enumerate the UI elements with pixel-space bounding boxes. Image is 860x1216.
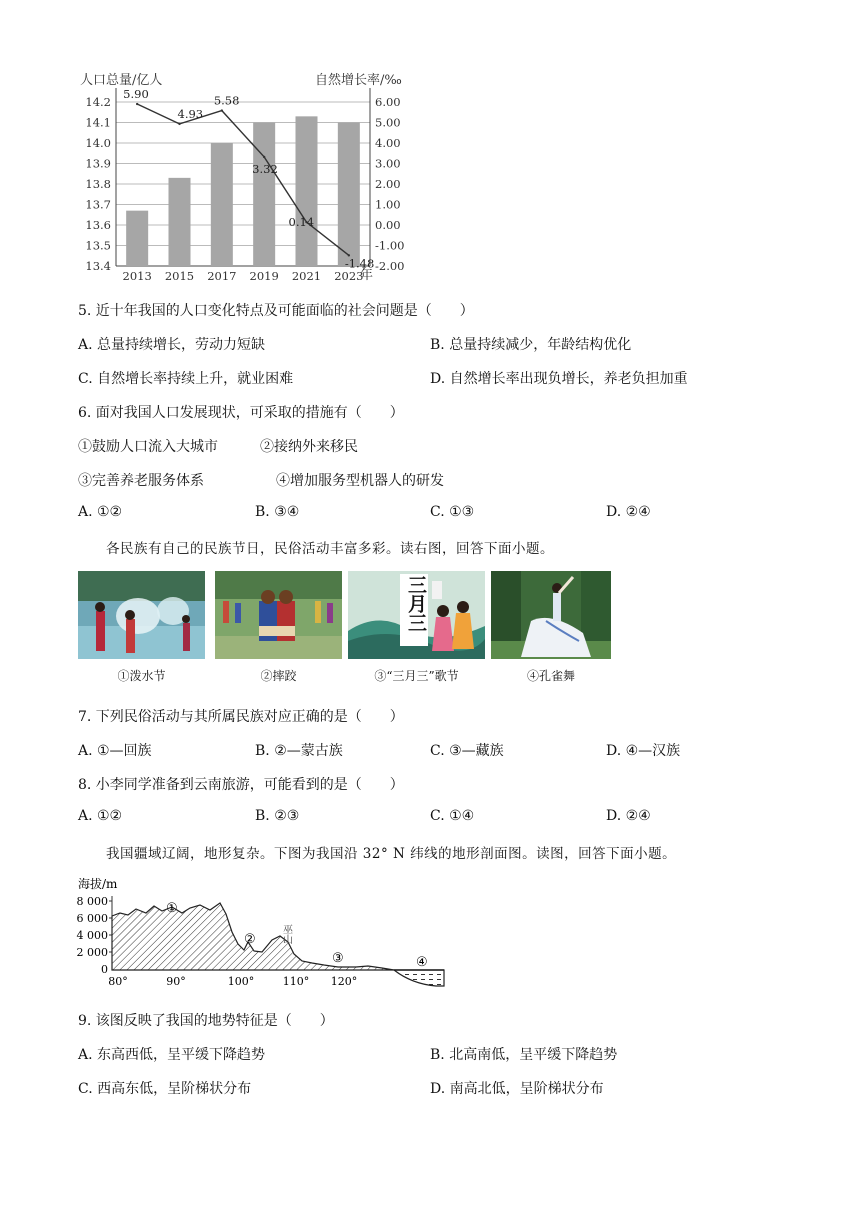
q9-option-c[interactable]: C. 西高东低，呈阶梯状分布 (78, 1081, 252, 1097)
festival-intro: 各民族有自己的民族节日，民俗活动丰富多彩。读右图，回答下面小题。 (106, 541, 554, 557)
photo-peacock-dance (491, 571, 611, 659)
y-left-tick: 14.0 (85, 136, 111, 150)
y-right-label: 自然增长率/‰ (315, 73, 402, 88)
line-point (178, 123, 180, 125)
y-right-tick: 6.00 (375, 95, 401, 109)
growth-line (123, 87, 374, 270)
y-left-label: 人口总量/亿人 (80, 73, 163, 88)
q9-option-d[interactable]: D. 南高北低，呈阶梯状分布 (430, 1081, 604, 1097)
svg-text:100°: 100° (227, 975, 255, 988)
x-tick: 2017 (207, 269, 237, 283)
q6-item-1: ①鼓励人口流入大城市 (78, 439, 218, 455)
y-right-tick: -1.00 (375, 238, 405, 253)
svg-text:80°: 80° (108, 975, 128, 988)
mountain-label: 巫山 (280, 924, 292, 944)
q6-item-3: ③完善养老服务体系 (78, 473, 204, 489)
svg-text:120°: 120° (330, 975, 358, 988)
line-label: 4.93 (177, 106, 204, 121)
q8-option-c[interactable]: C. ①④ (430, 808, 475, 824)
photo-caption-4: ④孔雀舞 (526, 669, 575, 683)
x-tick: 2019 (249, 269, 279, 283)
q8-option-a[interactable]: A. ①② (78, 808, 123, 824)
sanyuesan-banner: 三月三 (405, 575, 427, 632)
q8-option-b[interactable]: B. ②③ (255, 808, 300, 824)
photo-wrestling (215, 571, 342, 659)
q7-option-b[interactable]: B. ②—蒙古族 (255, 743, 343, 759)
population-chart (70, 62, 420, 290)
q6-option-b[interactable]: B. ③④ (255, 504, 300, 520)
terrain-sea (394, 970, 444, 986)
q6-option-d[interactable]: D. ②④ (606, 504, 651, 520)
y-right-tick: 5.00 (375, 115, 401, 130)
q6-option-c[interactable]: C. ①③ (430, 504, 475, 520)
marker-4: ④ (416, 955, 428, 970)
y-left-tick: 13.5 (85, 238, 111, 253)
y-right-tick: -2.00 (375, 259, 405, 273)
bar (253, 123, 275, 267)
marker-1: ① (166, 901, 178, 916)
q9-option-b[interactable]: B. 北高南低，呈平缓下降趋势 (430, 1047, 618, 1063)
y-left-tick: 13.4 (85, 259, 111, 273)
y-right-ticks (375, 95, 405, 273)
y-right-tick: 3.00 (375, 156, 401, 171)
photo-sanyuesan (348, 571, 485, 659)
x-ticks (123, 269, 364, 283)
x-tick: 2013 (122, 269, 152, 283)
q7-option-d[interactable]: D. ④—汉族 (606, 743, 681, 759)
y-left-tick: 13.8 (85, 177, 111, 191)
y-left-tick: 13.6 (85, 218, 111, 232)
profile-ylabel: 海拔/m (78, 877, 118, 891)
bar (211, 143, 233, 266)
svg-text:6 000: 6 000 (76, 912, 108, 925)
y-left-ticks (85, 95, 111, 273)
svg-text:8 000: 8 000 (76, 895, 108, 908)
line-label: 5.90 (123, 87, 149, 102)
terrain-intro: 我国疆域辽阔，地形复杂。下图为我国沿 32° N 纬线的地形剖面图。读图，回答下面小题。 (106, 846, 677, 862)
bar (126, 211, 148, 266)
svg-text:110°: 110° (282, 975, 310, 988)
photo-caption-2: ②摔跤 (260, 669, 297, 683)
chart-grid (116, 88, 370, 266)
photo-water-festival (78, 571, 205, 659)
y-left-tick: 13.7 (85, 197, 111, 212)
svg-text:4 000: 4 000 (76, 929, 108, 942)
line-point (221, 109, 223, 111)
svg-text:0: 0 (101, 963, 108, 976)
y-right-tick: 4.00 (375, 136, 401, 150)
y-right-tick: 2.00 (375, 177, 401, 191)
q6-item-4: ④增加服务型机器人的研发 (276, 473, 444, 489)
q6-stem: 6. 面对我国人口发展现状，可采取的措施有（ ） (78, 405, 404, 421)
q5-option-a[interactable]: A. 总量持续增长，劳动力短缺 (78, 337, 266, 353)
bars (126, 116, 360, 266)
q7-stem: 7. 下列民俗活动与其所属民族对应正确的是（ ） (78, 709, 404, 725)
y-right-tick: 1.00 (375, 197, 401, 212)
q7-option-a[interactable]: A. ①—回族 (78, 743, 152, 759)
profile-yticks (77, 895, 109, 976)
x-tick: 2015 (164, 269, 195, 283)
q5-stem: 5. 近十年我国的人口变化特点及可能面临的社会问题是（ ） (78, 303, 474, 319)
bar (296, 116, 318, 266)
q9-option-a[interactable]: A. 东高西低，呈平缓下降趋势 (78, 1047, 266, 1063)
line-point (136, 103, 138, 105)
q8-option-d[interactable]: D. ②④ (606, 808, 651, 824)
q7-option-c[interactable]: C. ③—藏族 (430, 743, 504, 759)
line-point (263, 156, 265, 158)
q5-option-b[interactable]: B. 总量持续减少，年龄结构优化 (430, 337, 632, 353)
photo-caption-3: ③“三月三”歌节 (374, 669, 459, 683)
marker-2: ② (244, 932, 256, 947)
y-left-tick: 14.1 (85, 115, 111, 130)
line-label: 0.14 (288, 215, 315, 230)
q5-option-d[interactable]: D. 自然增长率出现负增长，养老负担加重 (430, 371, 688, 387)
y-left-tick: 13.9 (85, 156, 111, 171)
q5-option-c[interactable]: C. 自然增长率持续上升，就业困难 (78, 371, 294, 387)
profile-xticks (108, 975, 357, 988)
marker-3: ③ (332, 951, 344, 966)
y-left-tick: 14.2 (85, 95, 111, 109)
line-label: 5.58 (213, 93, 240, 108)
x-unit: 年 (360, 268, 374, 283)
svg-text:90°: 90° (166, 975, 186, 988)
q6-item-2: ②接纳外来移民 (260, 439, 358, 455)
svg-text:2 000: 2 000 (76, 946, 108, 959)
line-label: 3.32 (252, 161, 278, 176)
q6-option-a[interactable]: A. ①② (78, 504, 123, 520)
photo-caption-1: ①泼水节 (117, 669, 166, 683)
x-tick: 2023 (334, 269, 364, 283)
bar (338, 123, 360, 267)
q8-stem: 8. 小李同学准备到云南旅游，可能看到的是（ ） (78, 777, 404, 793)
terrain-profile (76, 872, 456, 992)
q9-stem: 9. 该图反映了我国的地势特征是（ ） (78, 1013, 334, 1029)
x-tick: 2021 (291, 269, 322, 283)
bar (169, 178, 191, 266)
line-label: -1.48 (344, 256, 375, 271)
y-right-tick: 0.00 (375, 218, 401, 232)
